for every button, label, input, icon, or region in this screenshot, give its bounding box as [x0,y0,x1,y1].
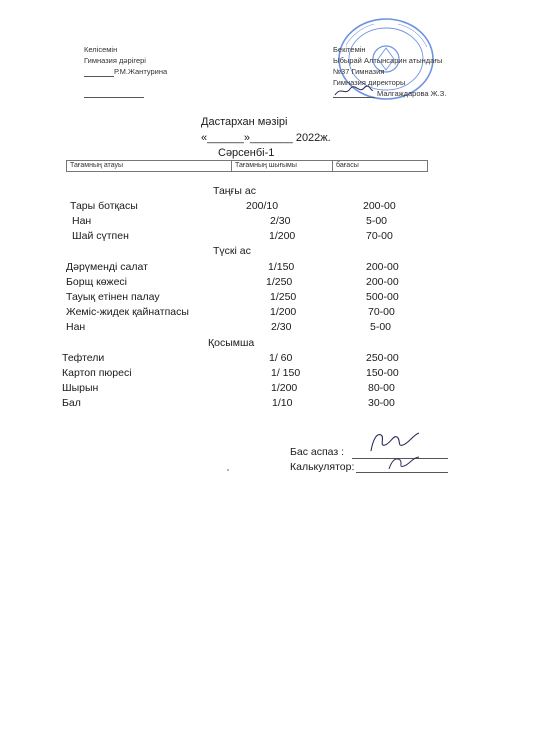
menu-item-price: 70-00 [368,306,395,318]
menu-item-name: Тефтели [62,352,105,364]
signature-line [84,76,114,77]
menu-item-price: 30-00 [368,397,395,409]
menu-item-portion: 1/200 [271,382,298,394]
menu-item-name: Бал [62,397,81,409]
section-title: Түскі ас [213,245,251,257]
column-name-header: Тағамның атауы [70,162,124,169]
chef-label: Бас аспаз : [290,446,345,458]
menu-item-price: 200-00 [366,276,399,288]
menu-item-portion: 1/250 [270,291,297,303]
menu-item-portion: 1/10 [272,397,293,409]
chef-signature [367,429,423,455]
menu-item-portion: 2/30 [270,215,291,227]
menu-item-price: 5-00 [366,215,388,227]
menu-item-portion: 1/200 [270,306,297,318]
menu-item-name: Нан [72,215,92,227]
menu-item-name: Жеміс-жидек қайнатпасы [66,306,189,318]
menu-item-portion: 1/150 [268,261,295,273]
menu-item-price: 70-00 [366,230,393,242]
menu-item-name: Тары ботқасы [70,200,138,212]
menu-item-name: Шай сүтпен [72,230,129,242]
menu-item-portion: 1/200 [269,230,296,242]
day-label: Сәрсенбі-1 [218,147,275,159]
approval-right-line5: Малгаждарова Ж.З. [377,89,447,98]
menu-item-price: 5-00 [370,321,392,333]
menu-item-price: 80-00 [368,382,395,394]
column-price-header: бағасы [336,162,359,169]
menu-item-name: Картоп пюресі [62,367,132,379]
menu-item-portion: 200/10 [246,200,279,212]
menu-item-portion: 1/ 150 [271,367,301,379]
approval-right-line2: Ыбырай Алтынсарин атындағы [333,56,443,65]
menu-item-name: Дәрүменді салат [66,261,148,273]
scan-speck [227,469,229,471]
menu-item-name: Нан [66,321,86,333]
approval-left-line3: Р.М.Жантурина [114,67,168,76]
column-portion-header: Тағамның шығымы [235,162,297,169]
menu-item-price: 250-00 [366,352,399,364]
menu-item-portion: 1/ 60 [269,352,293,364]
director-signature [333,84,375,98]
section-title: Қосымша [208,337,255,349]
approval-right-line4: Гимназия директоры [333,78,406,87]
menu-item-name: Тауық етінен палау [66,291,160,303]
section-title: Таңғы ас [213,185,256,197]
calculator-signature [386,454,422,472]
approval-right-line3: №37 Гимназия [333,67,385,76]
approval-right-line1: Бекітемін [333,45,366,54]
calculator-signature-line [356,472,448,473]
approval-left-line1: Келісемін [84,45,118,54]
menu-item-name: Борщ көжесі [66,276,128,288]
menu-item-portion: 2/30 [271,321,292,333]
calculator-label: Калькулятор: [290,461,355,473]
menu-item-name: Шырын [62,382,99,394]
menu-item-price: 150-00 [366,367,399,379]
menu-item-price: 200-00 [363,200,396,212]
menu-item-price: 200-00 [366,261,399,273]
table-header [66,160,428,172]
menu-item-price: 500-00 [366,291,399,303]
approval-left-line2: Гимназия дәрігері [84,56,146,65]
date-line: «______»_______ 2022ж. [201,132,331,144]
menu-title: Дастархан мәзірі [201,116,288,128]
menu-item-portion: 1/250 [266,276,293,288]
approval-left-underline [84,97,144,98]
